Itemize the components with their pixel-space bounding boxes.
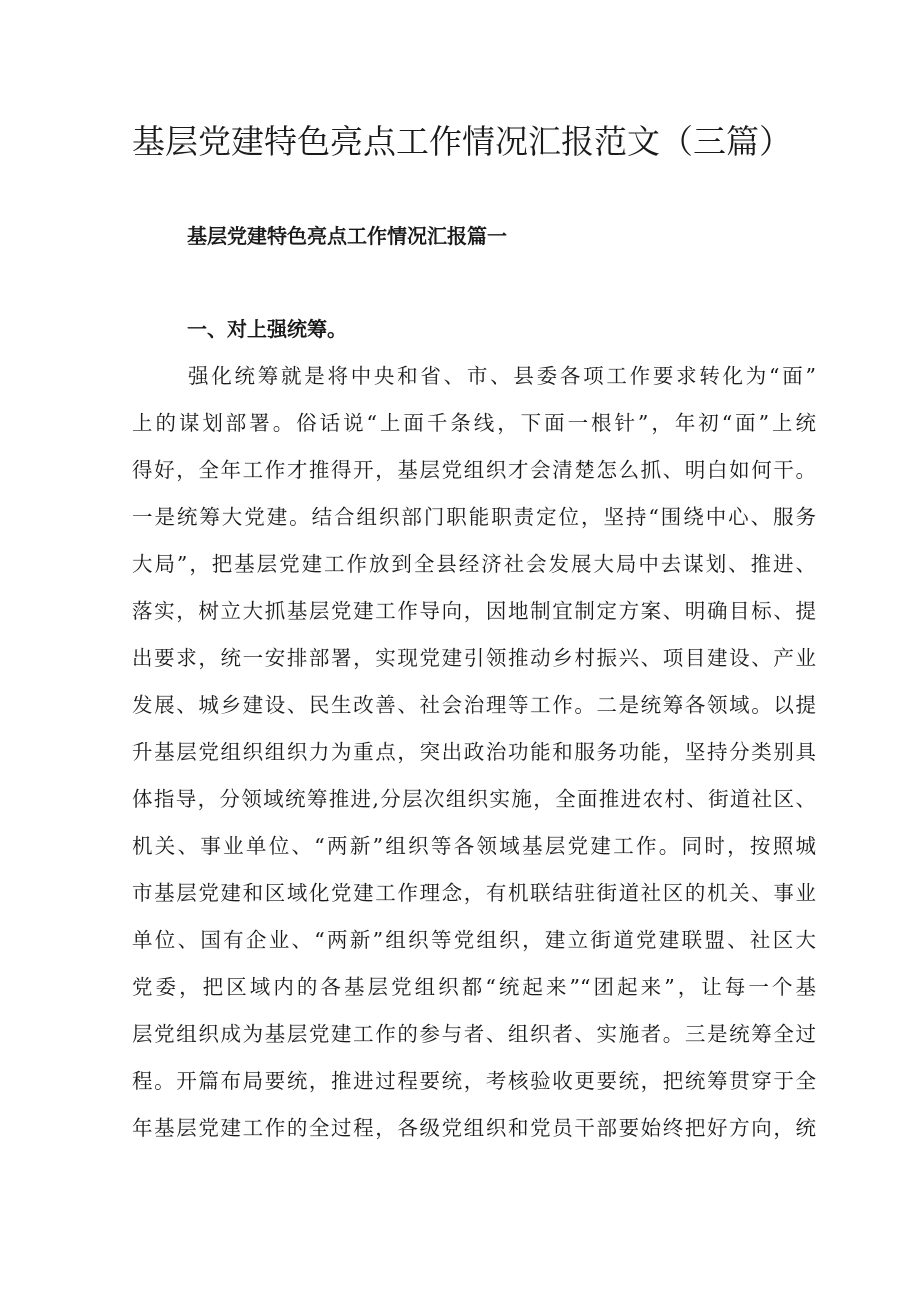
paragraph-line: 强化统筹就是将中央和省、市、县委各项工作要求转化为“面”	[188, 364, 816, 388]
paragraph-line: 市基层党建和区域化党建工作理念，有机联结驻街道社区的机关、事业	[132, 881, 816, 905]
paragraph-line: 单位、国有企业、“两新”组织等党组织，建立街道党建联盟、社区大	[132, 928, 816, 952]
paragraph-line: 党委，把区域内的各基层党组织都“统起来”“团起来”，让每一个基	[132, 975, 816, 999]
paragraph-line: 得好，全年工作才推得开，基层党组织才会清楚怎么抓、明白如何干。	[132, 458, 816, 482]
paragraph-line: 出要求，统一安排部署，实现党建引领推动乡村振兴、项目建设、产业	[132, 646, 816, 670]
paragraph-line: 上的谋划部署。俗话说“上面千条线，下面一根针”，年初“面”上统	[132, 411, 816, 435]
paragraph-line: 发展、城乡建设、民生改善、社会治理等工作。二是统筹各领域。以提	[132, 693, 816, 717]
paragraph-line: 年基层党建工作的全过程，各级党组织和党员干部要始终把好方向，统	[132, 1116, 816, 1140]
paragraph-line: 大局”，把基层党建工作放到全县经济社会发展大局中去谋划、推进、	[132, 552, 816, 576]
paragraph-line: 落实，树立大抓基层党建工作导向，因地制宜制定方案、明确目标、提	[132, 599, 816, 623]
document-title: 基层党建特色亮点工作情况汇报范文（三篇）	[132, 122, 792, 161]
paragraph-line: 一是统筹大党建。结合组织部门职能职责定位，坚持“围绕中心、服务	[132, 505, 816, 529]
paragraph-line: 升基层党组织组织力为重点，突出政治功能和服务功能，坚持分类别具	[132, 740, 816, 764]
section-heading: 基层党建特色亮点工作情况汇报篇一	[187, 224, 507, 248]
paragraph-line: 体指导，分领域统筹推进,分层次组织实施，全面推进农村、街道社区、	[132, 787, 816, 811]
body-paragraph	[132, 360, 816, 1159]
paragraph-line: 层党组织成为基层党建工作的参与者、组织者、实施者。三是统筹全过	[132, 1022, 816, 1046]
paragraph-line: 机关、事业单位、“两新”组织等各领域基层党建工作。同时，按照城	[132, 834, 816, 858]
paragraph-line: 程。开篇布局要统，推进过程要统，考核验收更要统，把统筹贯穿于全	[132, 1069, 816, 1093]
sub-heading: 一、对上强统筹。	[187, 317, 347, 341]
